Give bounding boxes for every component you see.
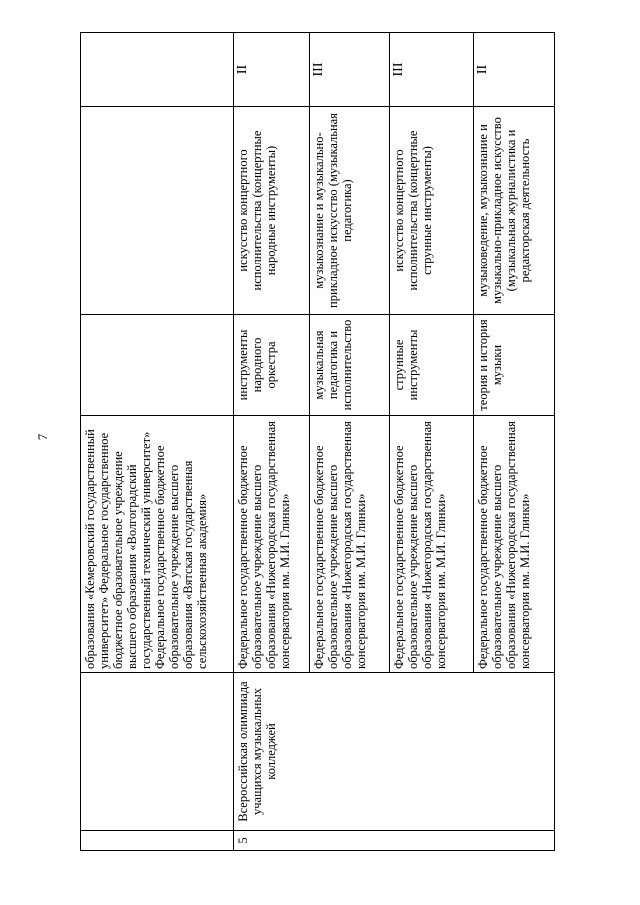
direction-cell bbox=[81, 107, 234, 315]
level-cell: II bbox=[234, 33, 310, 107]
institution-cell: Федеральное государственное бюджетное образовательное учреждение высшего образования «Нижегородская государственная консерватория им. М.И. Глинки» bbox=[310, 416, 390, 673]
specialty-cell: музыкальная педагогика и исполнительство bbox=[310, 315, 390, 416]
page-number: 7 bbox=[35, 433, 50, 441]
level-cell: III bbox=[390, 33, 474, 107]
table-row bbox=[81, 33, 234, 851]
direction-cell: музыковедение, музыкознание и музыкально-прикладное искусство (музыкальная журналистика и редакторская деятельность bbox=[474, 107, 555, 315]
institution-cell: Федеральное государственное бюджетное образовательное учреждение высшего образования «Нижегородская государственная консерватория им. М.И. Глинки» bbox=[234, 416, 310, 673]
olympiad-cell bbox=[81, 673, 234, 831]
institution-cell: Федеральное государственное бюджетное образовательное учреждение высшего образования «Нижегородская государственная консерватория им. М.И. Глинки» bbox=[390, 416, 474, 673]
olympiad-table bbox=[80, 32, 555, 851]
table-row bbox=[234, 33, 310, 851]
level-cell bbox=[81, 33, 234, 107]
specialty-cell: теория и история музыки bbox=[474, 315, 555, 416]
row-number-cell: 5 bbox=[234, 831, 555, 851]
direction-cell: музыкознание и музыкально-прикладное искусство (музыкальная педагогика) bbox=[310, 107, 390, 315]
level-cell: II bbox=[474, 33, 555, 107]
level-cell: III bbox=[310, 33, 390, 107]
specialty-cell: инструменты народного оркестра bbox=[234, 315, 310, 416]
institution-cell: Федеральное государственное бюджетное образовательное учреждение высшего образования «Нижегородская государственная консерватория им. М.И. Глинки» bbox=[474, 416, 555, 673]
row-number-cell bbox=[81, 831, 234, 851]
direction-cell: искусство концертного исполнительства (концертные народные инструменты) bbox=[234, 107, 310, 315]
olympiad-cell: Всероссийская олимпиада учащихся музыкальных колледжей bbox=[234, 673, 555, 831]
institution-cell: образования «Кемеровский государственный университет» Федеральное государственное бюджетное образовательное учреждение высшего образования «Волгоградский государственный технический университет» Федеральное государственное бюджетное образовательное учреждение высшего образования «Вятская государственная сельскохозяйственная академия» bbox=[81, 416, 234, 673]
specialty-cell bbox=[81, 315, 234, 416]
specialty-cell: струнные инструменты bbox=[390, 315, 474, 416]
direction-cell: искусство концертного исполнительства (концертные струнные инструменты) bbox=[390, 107, 474, 315]
